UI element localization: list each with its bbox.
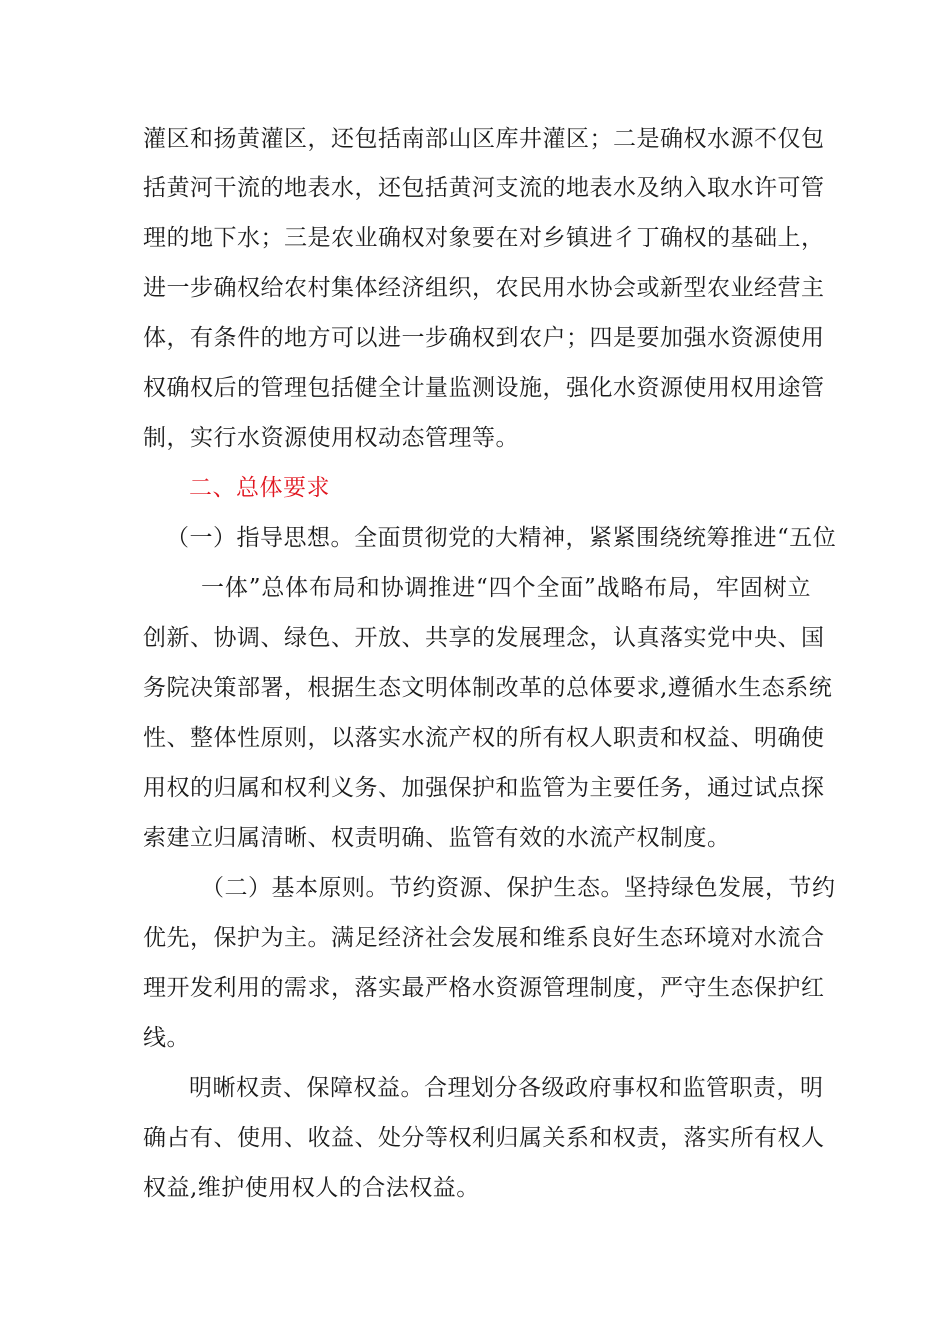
paragraph-line: 灌区和扬黄灌区，还包括南部山区库井灌区；二是确权水源不仅包 (143, 126, 825, 152)
paragraph-line: 理的地下水；三是农业确权对象要在对乡镇进彳丁确权的基础上， (143, 225, 825, 251)
paragraph-line: 进一步确权给农村集体经济组织，农民用水协会或新型农业经营主 (143, 275, 825, 301)
paragraph-line: 体，有条件的地方可以进一步确权到农户；四是要加强水资源使用 (143, 325, 825, 351)
paragraph-line: 一体”总体布局和协调推进“四个全面”战略布局，牢固树立 (201, 575, 811, 601)
paragraph-line: 线。 (143, 1025, 190, 1051)
paragraph-line: 优先，保护为主。满足经济社会发展和维系良好生态环境对水流合 (143, 925, 825, 951)
paragraph-line: 制，实行水资源使用权动态管理等。 (143, 425, 519, 451)
paragraph-line: 明晰权责、保障权益。合理划分各级政府事权和监管职责，明 (189, 1075, 824, 1101)
paragraph-line: 创新、协调、绿色、开放、共享的发展理念，认真落实党中央、国 (143, 625, 825, 651)
paragraph-line: （一）指导思想。全面贯彻党的大精神，紧紧围绕统筹推进“五位 (166, 525, 837, 551)
paragraph-line: 性、整体性原则，以落实水流产权的所有权人职责和权益、明确使 (143, 725, 825, 751)
paragraph-line: （二）基本原则。节约资源、保护生态。坚持绿色发展，节约 (201, 875, 836, 901)
paragraph-line: 索建立归属清晰、权责明确、监管有效的水流产权制度。 (143, 825, 731, 851)
paragraph-line: 用权的归属和权利义务、加强保护和监管为主要任务，通过试点探 (143, 775, 825, 801)
paragraph-line: 权益,维护使用权人的合法权益。 (143, 1175, 480, 1201)
paragraph-line: 权确权后的管理包括健全计量监测设施，强化水资源使用权用途管 (143, 375, 825, 401)
paragraph-line: 括黄河干流的地表水，还包括黄河支流的地表水及纳入取水许可管 (143, 175, 825, 201)
paragraph-line: 务院决策部署，根据生态文明体制改革的总体要求,遵循水生态系统 (143, 675, 833, 701)
section-heading: 二、总体要求 (189, 475, 330, 501)
paragraph-line: 理开发利用的需求，落实最严格水资源管理制度，严守生态保护红 (143, 975, 825, 1001)
paragraph-line: 确占有、使用、收益、处分等权利归属关系和权责，落实所有权人 (143, 1125, 825, 1151)
